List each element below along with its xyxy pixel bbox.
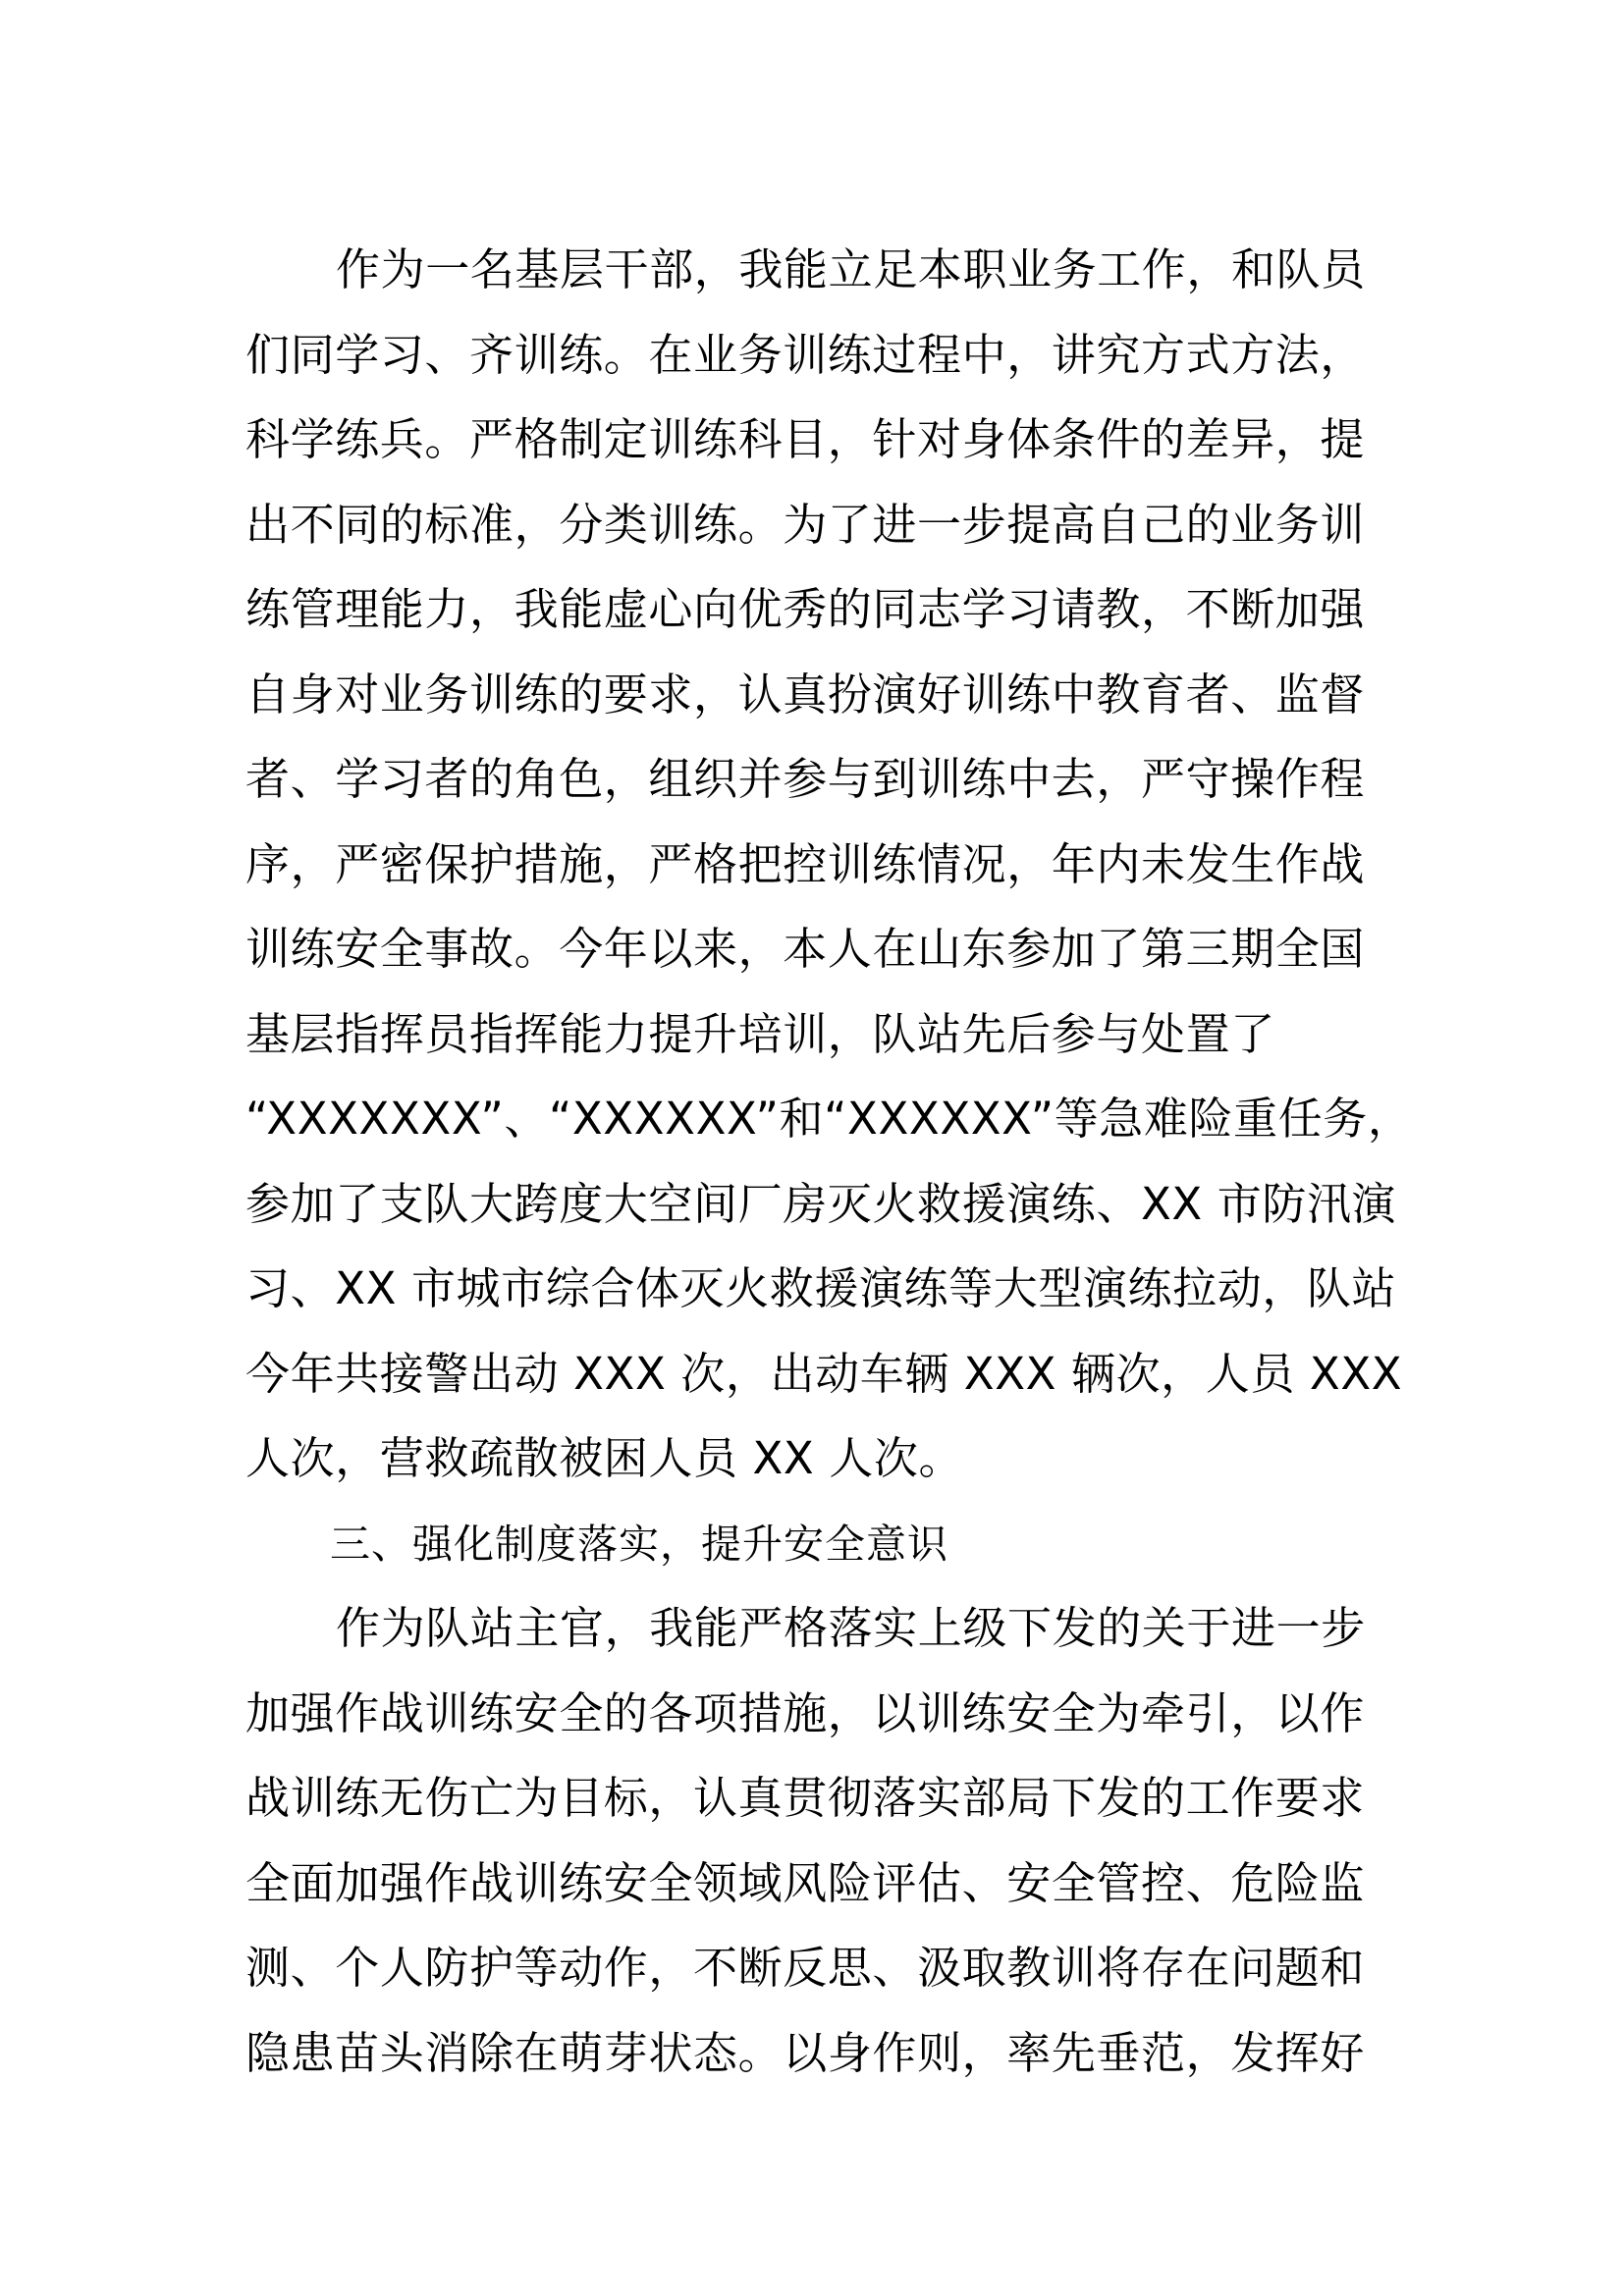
text-line: 作为队站主官，我能严格落实上级下发的关于进一步 [336, 1602, 1366, 1654]
text-line: 训练安全事故。今年以来，本人在山东参加了第三期全国 [245, 923, 1366, 975]
document-page [245, 228, 1413, 2096]
text-line: 练管理能力，我能虚心向优秀的同志学习请教，不断加强 [245, 583, 1366, 635]
text-line: 人次，营救疏散被困人员 XX 人次。 [245, 1432, 964, 1484]
text-line: 者、学习者的角色，组织并参与到训练中去，严守操作程 [245, 753, 1366, 805]
text-line: 战训练无伤亡为目标，认真贯彻落实部局下发的工作要求 [245, 1772, 1366, 1824]
text-line: 自身对业务训练的要求，认真扮演好训练中教育者、监督 [245, 667, 1366, 721]
text-line: 隐患苗头消除在萌芽状态。以身作则，率先垂范，发挥好 [245, 2026, 1366, 2079]
text-line: 测、个人防护等动作，不断反思、汲取教训将存在问题和 [245, 1942, 1366, 1994]
text-line: 全面加强作战训练安全领域风险评估、安全管控、危险监 [245, 1856, 1366, 1909]
text-line: 作为一名基层干部，我能立足本职业务工作，和队员 [336, 243, 1366, 295]
text-line: “XXXXXXX”、“XXXXXX”和“XXXXXX”等急难险重任务， [245, 1093, 1413, 1145]
text-line: 出不同的标准，分类训练。为了进一步提高自己的业务训 [245, 498, 1366, 551]
text-line: 今年共接警出动 XXX 次，出动车辆 XXX 辆次，人员 XXX [245, 1347, 1403, 1400]
text-line: 序，严密保护措施，严格把控训练情况，年内未发生作战 [245, 837, 1366, 890]
paragraph-training-work [245, 228, 1413, 1502]
text-line: 参加了支队大跨度大空间厂房灭火救援演练、XX 市防汛演 [245, 1177, 1397, 1230]
text-line: 加强作战训练安全的各项措施，以训练安全为牵引，以作 [245, 1686, 1366, 1739]
section-heading: 三、强化制度落实，提升安全意识 [330, 1520, 948, 1568]
text-line: 习、XX 市城市综合体灭火救援演练等大型演练拉动，队站 [245, 1262, 1397, 1314]
text-line: 科学练兵。严格制定训练科目，针对身体条件的差异，提 [245, 413, 1366, 465]
paragraph-safety-awareness [245, 1586, 1384, 2096]
text-line: 们同学习、齐训练。在业务训练过程中，讲究方式方法， [245, 328, 1366, 381]
text-line: 基层指挥员指挥能力提升培训，队站先后参与处置了 [245, 1007, 1275, 1060]
